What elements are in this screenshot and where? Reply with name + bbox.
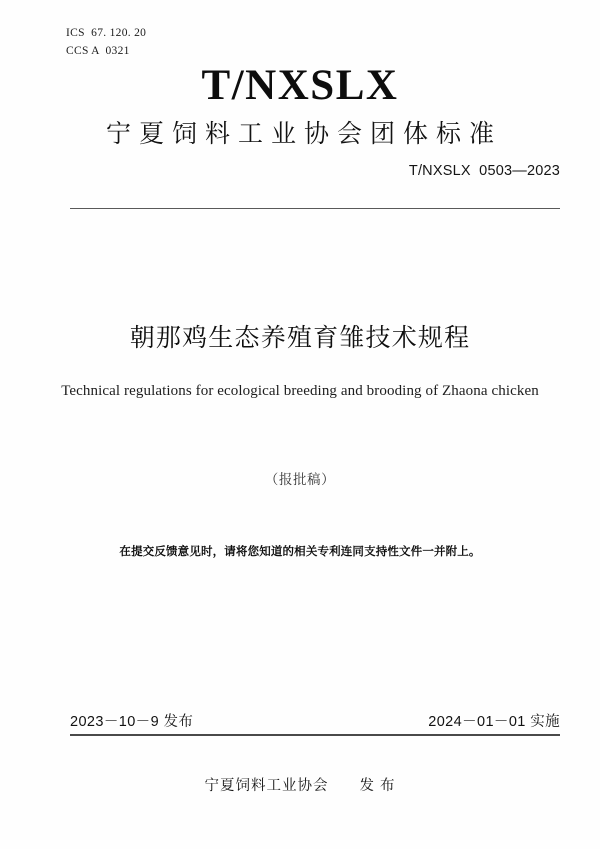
draft-stage-label: （报批稿） xyxy=(264,472,336,487)
footer-dates xyxy=(70,710,560,731)
standard-number: T/NXSLX 0503—2023 xyxy=(408,163,560,179)
organization-name-cn: 宁夏饲料工业协会团体标准 xyxy=(105,120,502,149)
ics-code: ICS 67. 120. 20 xyxy=(66,27,147,39)
patent-notice: 在提交反馈意见时，请将您知道的相关专利连同支持性文件一并附上。 xyxy=(119,546,481,558)
document-title-en: Technical regulations for ecological breeding and brooding of Zhaona chicken xyxy=(61,382,539,399)
title-block xyxy=(0,322,600,401)
ccs-code: CCS A 0321 xyxy=(66,44,130,57)
header-divider xyxy=(70,208,560,209)
classification-codes xyxy=(66,25,146,61)
masthead xyxy=(0,63,600,149)
publisher-line: 宁夏饲料工业协会 发 布 xyxy=(204,778,396,794)
implementation-date: 2024－01－01 实施 xyxy=(428,714,560,730)
document-title-cn: 朝那鸡生态养殖育雏技术规程 xyxy=(129,324,471,352)
footer-divider xyxy=(70,734,560,736)
issue-date: 2023－10－9 发布 xyxy=(70,714,194,730)
organization-mark: T/NXSLX xyxy=(201,62,399,109)
